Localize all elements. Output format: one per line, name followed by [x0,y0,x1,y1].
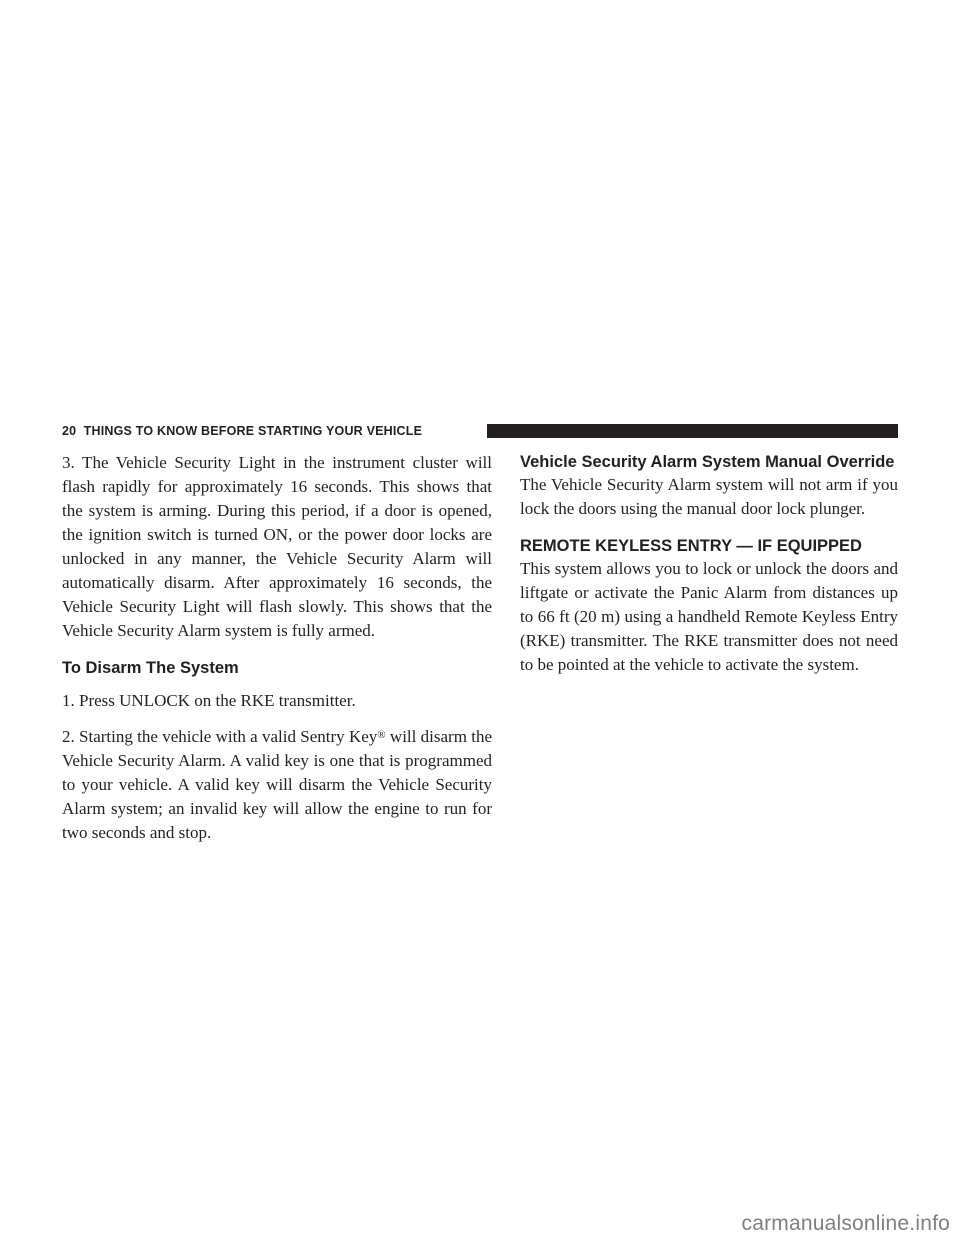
step-2 [62,723,492,845]
step-2-start: 2. Starting the vehicle with a valid Sentry Key [62,727,378,746]
header-rule-bar [487,424,898,438]
page-number: 20 [62,424,77,438]
heading-to-disarm: To Disarm The System [62,659,239,677]
heading-remote-keyless-entry: REMOTE KEYLESS ENTRY — IF EQUIPPED [520,537,862,555]
watermark: carmanualsonline.info [741,1212,950,1235]
paragraph-manual-override: The Vehicle Security Alarm system will not arm if you lock the doors using the manual door lock plunger. [520,475,898,518]
registered-mark: ® [377,729,386,741]
step-2-end: will disarm the Vehicle Security Alarm. A valid key is one that is programmed to your vehicle. A valid key will disarm the Vehicle Security Alarm system; an invalid key will allow the engine to run for two seconds and stop. [62,727,492,842]
running-header [62,423,422,439]
right-column [520,451,898,677]
paragraph-remote-keyless-entry: This system allows you to lock or unlock the doors and liftgate or activate the Panic Alarm from distances up to 66 ft (20 m) using a handheld Remote Keyless Entry (RKE) transmitter. The RKE transmitter does not need to be pointed at the vehicle to activate the system. [520,559,898,674]
left-column [62,451,492,845]
heading-manual-override: Vehicle Security Alarm System Manual Override [520,453,895,471]
paragraph-arming: 3. The Vehicle Security Light in the instrument cluster will flash rapidly for approximately 16 seconds. This shows that the system is arming. During this period, if a door is opened, the ignition switch is turned ON, or the power door locks are unlocked in any manner, the Vehicle Security Alarm will automatically disarm. After approximately 16 seconds, the Vehicle Security Light will flash slowly. This shows that the Vehicle Security Alarm system is fully armed. [62,453,492,640]
step-1: 1. Press UNLOCK on the RKE transmitter. [62,691,356,710]
page-header [62,423,898,439]
section-title: THINGS TO KNOW BEFORE STARTING YOUR VEHICLE [83,424,423,438]
